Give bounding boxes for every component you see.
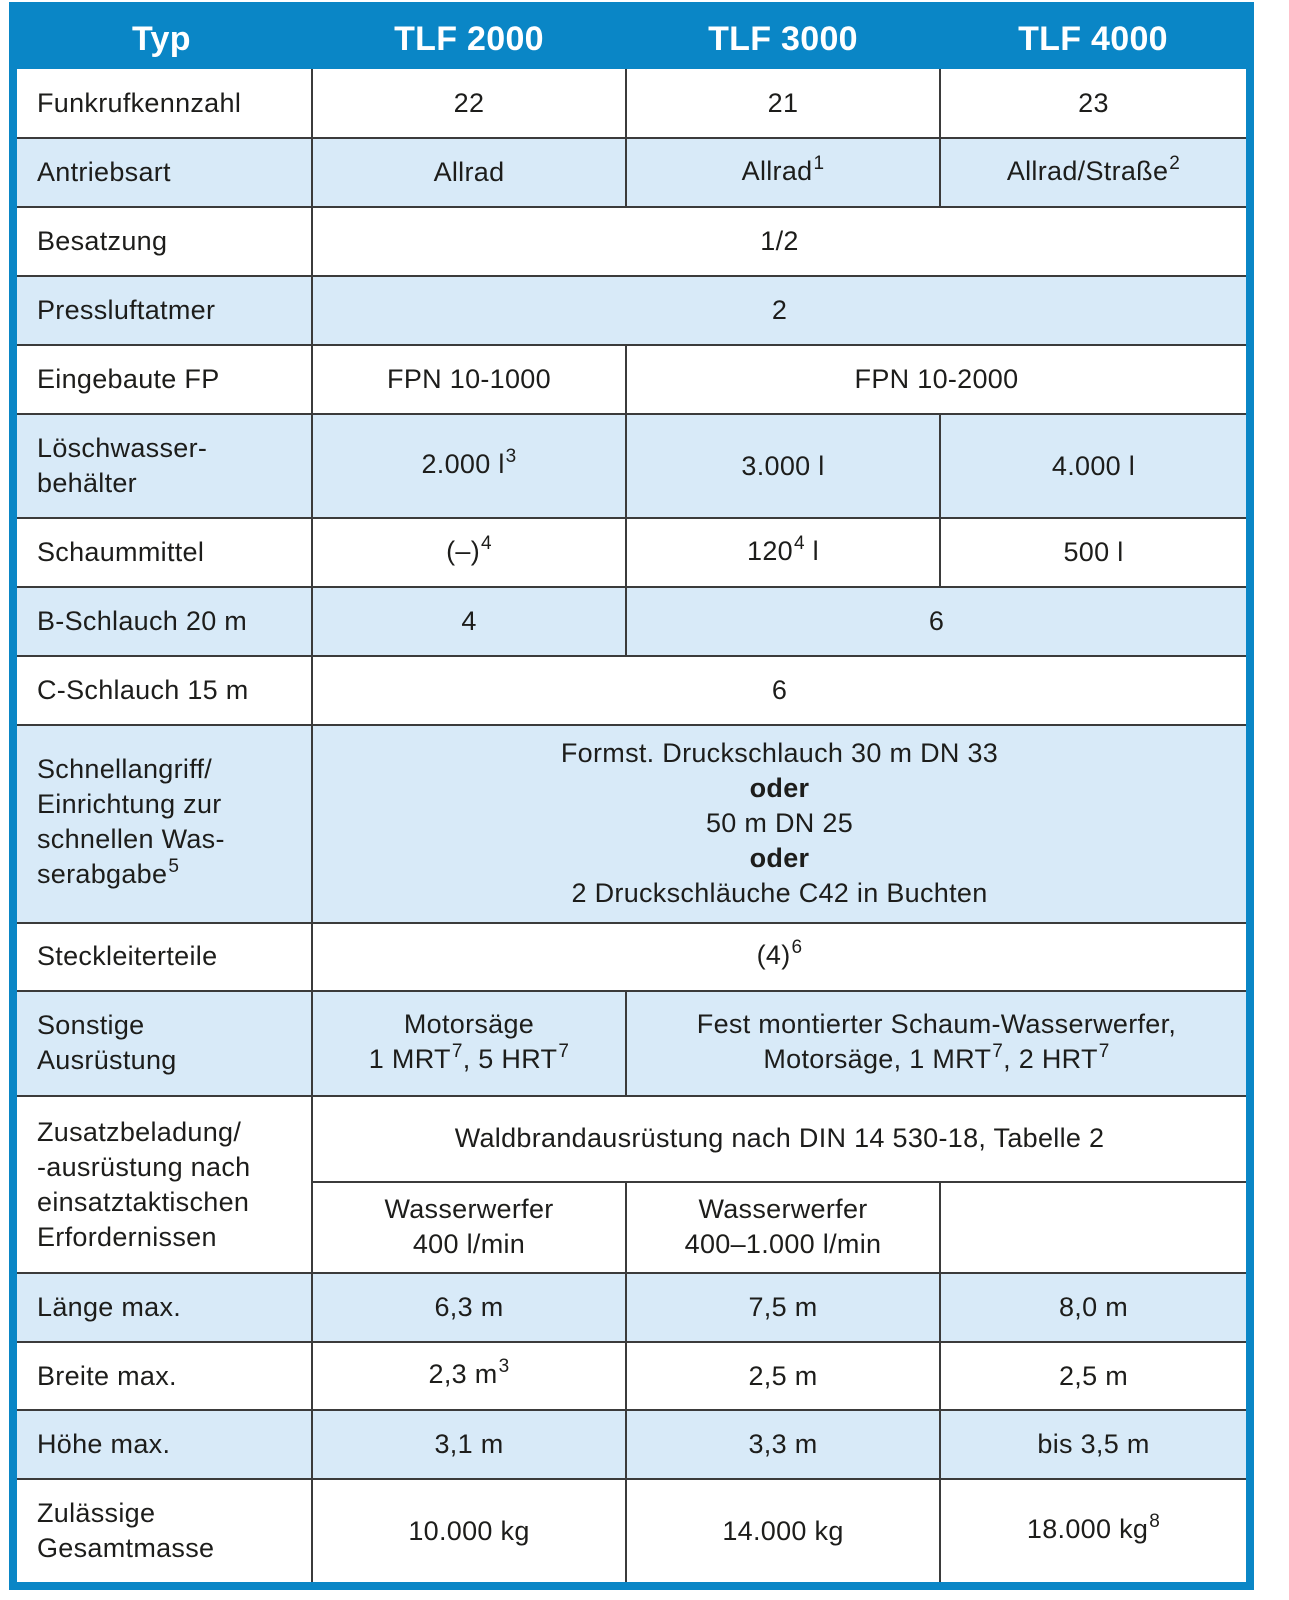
- cell-tlf3000: [626, 138, 940, 207]
- cell-text: 2.000 l: [421, 449, 505, 480]
- row-label: Höhe max.: [17, 1410, 312, 1479]
- cell-tlf2000: FPN 10-1000: [312, 345, 626, 414]
- row-label: [17, 414, 312, 518]
- row-label: Länge max.: [17, 1273, 312, 1342]
- tlf-spec-table: [17, 10, 1246, 1582]
- cell-tlf4000: [940, 138, 1246, 207]
- row-funkrufkennzahl: [17, 69, 1246, 138]
- cell-tlf3000: 7,5 m: [626, 1273, 940, 1342]
- row-schaummittel: [17, 518, 1246, 587]
- label-line: Erfordernissen: [37, 1221, 217, 1252]
- cell-text: , 2 HRT: [1003, 1043, 1098, 1074]
- cell-line: 2 Druckschläuche C42 in Buchten: [571, 878, 988, 909]
- cell-tlf3000-4000: FPN 10-2000: [626, 345, 1246, 414]
- cell-tlf2000: 10.000 kg: [312, 1479, 626, 1582]
- label-line: Löschwasser-: [37, 433, 208, 464]
- cell-line: Motorsäge: [403, 1008, 535, 1039]
- footnote-marker: 3: [505, 446, 517, 468]
- footnote-marker: 4: [793, 532, 805, 554]
- cell-line: Wasserwerfer: [384, 1194, 554, 1225]
- footnote-marker: 7: [992, 1040, 1004, 1062]
- footnote-marker: 7: [451, 1040, 463, 1062]
- row-label: Antriebsart: [17, 138, 312, 207]
- row-label: Steckleiterteile: [17, 923, 312, 991]
- footnote-marker: 2: [1169, 152, 1181, 174]
- cell-text: Allrad/Straße: [1006, 155, 1169, 186]
- label-line: -ausrüstung nach: [37, 1151, 251, 1182]
- cell-tlf2000: [312, 1342, 626, 1410]
- row-label: Eingebaute FP: [17, 345, 312, 414]
- cell-text: , 5 HRT: [462, 1043, 558, 1074]
- cell-tlf3000: 2,5 m: [626, 1342, 940, 1410]
- footnote-marker: 3: [498, 1356, 510, 1378]
- cell-line: 400–1.000 l/min: [684, 1229, 882, 1260]
- cell-tlf4000: [940, 1182, 1246, 1273]
- cell-tlf3000: 3,3 m: [626, 1410, 940, 1479]
- row-antriebsart: [17, 138, 1246, 207]
- cell-tlf2000: 22: [312, 69, 626, 138]
- cell-tlf4000: 8,0 m: [940, 1273, 1246, 1342]
- spec-table-frame: [9, 2, 1254, 1590]
- label-line: Einrichtung zur: [37, 789, 222, 820]
- row-label: [17, 991, 312, 1097]
- header-tlf4000: TLF 4000: [940, 10, 1246, 69]
- cell-all: Waldbrandausrüstung nach DIN 14 530-18, Tabelle 2: [312, 1096, 1246, 1181]
- cell-line: Wasserwerfer: [698, 1194, 868, 1225]
- label-line: Schnellangriff/: [37, 754, 213, 785]
- label-line: Gesamtmasse: [37, 1533, 215, 1564]
- cell-tlf2000: [312, 991, 626, 1097]
- cell-tlf4000: 4.000 l: [940, 414, 1246, 518]
- cell-line: [645, 1042, 1228, 1080]
- cell-tlf4000: bis 3,5 m: [940, 1410, 1246, 1479]
- cell-tlf3000: 14.000 kg: [626, 1479, 940, 1582]
- cell-tlf2000: 6,3 m: [312, 1273, 626, 1342]
- cell-tlf3000: 21: [626, 69, 940, 138]
- label-line: [37, 857, 293, 895]
- cell-line: 400 l/min: [412, 1229, 526, 1260]
- cell-tlf2000: [312, 414, 626, 518]
- footnote-marker: 5: [168, 856, 180, 878]
- cell-all: 1/2: [312, 207, 1246, 276]
- cell-line: Fest montierter Schaum-Wasserwerfer,: [696, 1008, 1177, 1039]
- row-steckleiterteile: [17, 923, 1246, 991]
- cell-line: [331, 1042, 607, 1080]
- row-breite: [17, 1342, 1246, 1410]
- header-row: [17, 10, 1246, 69]
- row-label: Breite max.: [17, 1342, 312, 1410]
- footnote-marker: 7: [1098, 1040, 1110, 1062]
- cell-tlf3000-4000: 6: [626, 587, 1246, 656]
- row-loeschwasser: [17, 414, 1246, 518]
- row-label: C-Schlauch 15 m: [17, 656, 312, 725]
- row-gesamtmasse: [17, 1479, 1246, 1582]
- footnote-marker: 7: [558, 1040, 570, 1062]
- row-label: Pressluftatmer: [17, 276, 312, 345]
- cell-all: [312, 923, 1246, 991]
- cell-all: 6: [312, 656, 1246, 725]
- footnote-marker: 8: [1149, 1511, 1161, 1533]
- row-besatzung: [17, 207, 1246, 276]
- cell-text: (–): [446, 535, 481, 566]
- cell-line-or: oder: [749, 773, 810, 804]
- footnote-marker: 1: [813, 152, 825, 174]
- cell-tlf2000: 3,1 m: [312, 1410, 626, 1479]
- cell-text: Allrad: [741, 155, 813, 186]
- cell-text: (4): [756, 939, 791, 970]
- cell-unit: l: [812, 535, 819, 566]
- row-eingebaute-fp: [17, 345, 1246, 414]
- header-tlf2000: TLF 2000: [312, 10, 626, 69]
- header-tlf3000: TLF 3000: [626, 10, 940, 69]
- cell-tlf4000: [940, 1479, 1246, 1582]
- label-line: behälter: [37, 468, 137, 499]
- row-pressluftatmer: [17, 276, 1246, 345]
- footnote-marker: 6: [791, 936, 803, 958]
- label-line: Zusatzbeladung/: [37, 1116, 242, 1147]
- cell-tlf4000: 23: [940, 69, 1246, 138]
- row-label: Funkrufkennzahl: [17, 69, 312, 138]
- row-label: Besatzung: [17, 207, 312, 276]
- header-typ: Typ: [17, 10, 312, 69]
- cell-tlf4000: 500 l: [940, 518, 1246, 587]
- row-label: [17, 1096, 312, 1273]
- row-label: [17, 725, 312, 922]
- footnote-marker: 4: [481, 532, 492, 554]
- row-sonstige-ausruestung: [17, 991, 1246, 1097]
- cell-tlf4000: 2,5 m: [940, 1342, 1246, 1410]
- row-zusatzbeladung: [17, 1096, 1246, 1181]
- row-hoehe: [17, 1410, 1246, 1479]
- cell-tlf2000: [312, 1182, 626, 1273]
- row-c-schlauch: [17, 656, 1246, 725]
- label-line: Zulässige: [37, 1498, 156, 1529]
- row-label: Schaummittel: [17, 518, 312, 587]
- cell-text: 1 MRT: [368, 1043, 451, 1074]
- cell-tlf2000: Allrad: [312, 138, 626, 207]
- row-b-schlauch: [17, 587, 1246, 656]
- row-laenge: [17, 1273, 1246, 1342]
- label-line: schnellen Was-: [37, 824, 225, 855]
- cell-tlf2000: 4: [312, 587, 626, 656]
- row-schnellangriff: [17, 725, 1246, 922]
- cell-all: [312, 725, 1246, 922]
- label-line: Sonstige: [37, 1010, 145, 1041]
- cell-text: Motorsäge, 1 MRT: [763, 1043, 992, 1074]
- cell-text: 120: [747, 535, 793, 566]
- cell-line-or: oder: [749, 843, 810, 874]
- label-line: Ausrüstung: [37, 1045, 177, 1076]
- cell-tlf3000-4000: [626, 991, 1246, 1097]
- row-label: [17, 1479, 312, 1582]
- label-line: einsatztaktischen: [37, 1186, 250, 1217]
- cell-tlf2000: [312, 518, 626, 587]
- cell-all: 2: [312, 276, 1246, 345]
- cell-text: 2,3 m: [428, 1359, 498, 1390]
- row-label: B-Schlauch 20 m: [17, 587, 312, 656]
- cell-tlf3000: 3.000 l: [626, 414, 940, 518]
- cell-line: 50 m DN 25: [705, 808, 854, 839]
- cell-line: Formst. Druckschlauch 30 m DN 33: [560, 738, 999, 769]
- cell-tlf3000: [626, 518, 940, 587]
- cell-tlf3000: [626, 1182, 940, 1273]
- cell-text: 18.000 kg: [1026, 1514, 1149, 1545]
- label-text: serabgabe: [37, 859, 168, 890]
